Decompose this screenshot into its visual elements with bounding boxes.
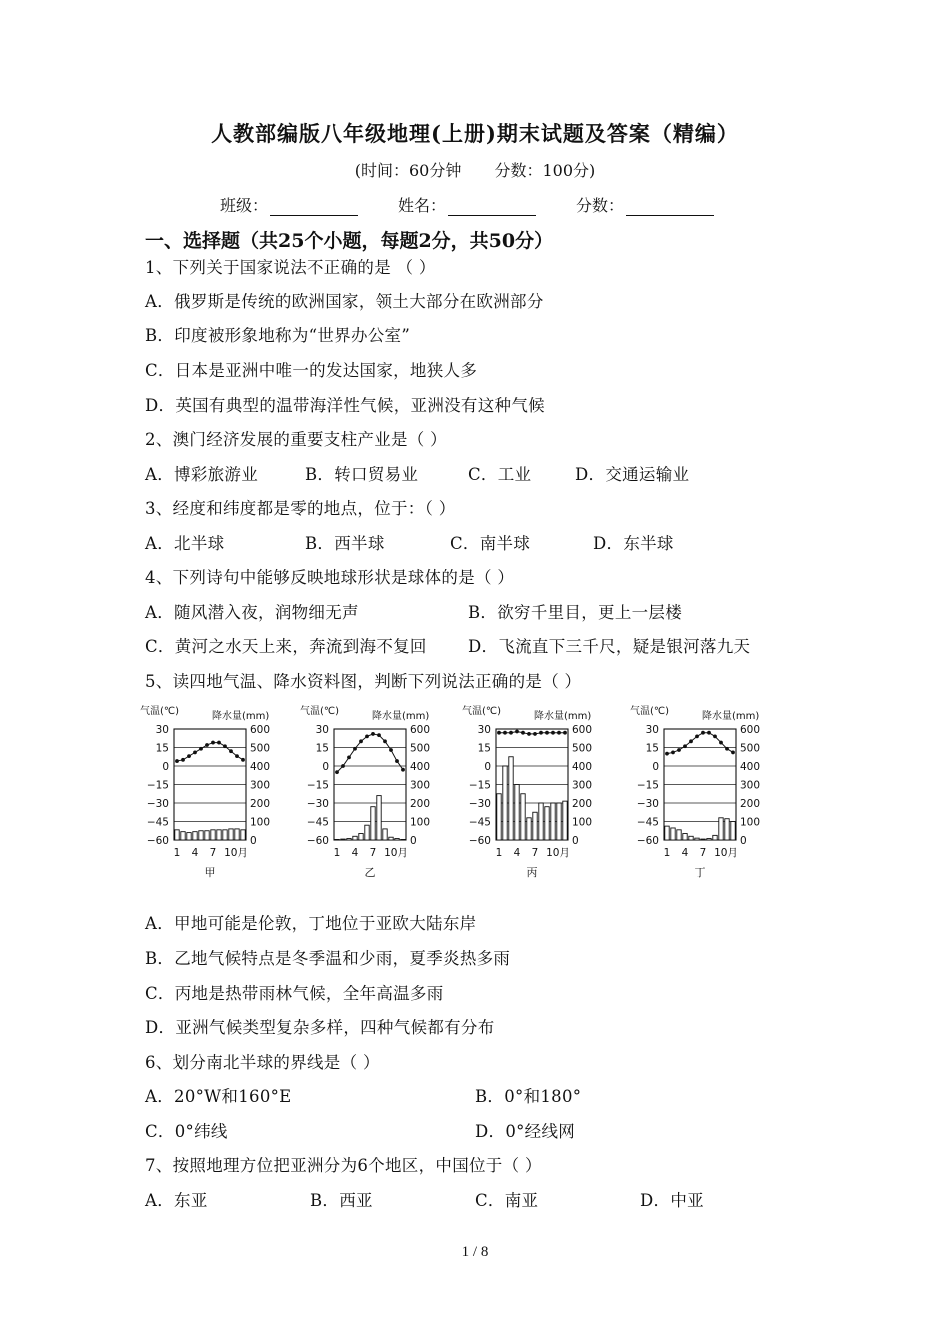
q4-option-b: B．欲穷千里目，更上一层楼 bbox=[468, 603, 683, 622]
q2-option-b: B．转口贸易业 bbox=[305, 465, 419, 484]
precip-tick-label: 200 bbox=[250, 798, 271, 810]
temp-tick-label: −30 bbox=[468, 798, 491, 810]
temp-point bbox=[545, 731, 549, 735]
temp-point bbox=[497, 731, 501, 735]
q7-option-c: C．南亚 bbox=[475, 1191, 539, 1210]
temp-point bbox=[359, 739, 363, 743]
temp-point bbox=[551, 731, 555, 735]
q4-stem: 4、下列诗句中能够反映地球形状是球体的是（ ） bbox=[145, 568, 515, 587]
page-title: 人教部编版八年级地理(上册)期末试题及答案（精编） bbox=[211, 121, 739, 146]
month-tick-label: 10月 bbox=[384, 847, 408, 859]
precip-tick-label: 400 bbox=[250, 761, 271, 773]
temp-point bbox=[695, 735, 699, 739]
temp-point bbox=[683, 744, 687, 748]
temp-tick-label: 15 bbox=[477, 742, 491, 755]
q7-option-b: B．西亚 bbox=[310, 1191, 373, 1210]
temp-tick-label: 0 bbox=[484, 761, 491, 773]
precip-bar bbox=[557, 803, 561, 840]
precip-bar bbox=[223, 830, 227, 840]
precip-bar bbox=[677, 830, 681, 840]
temp-point bbox=[389, 748, 393, 752]
score-field bbox=[576, 193, 714, 216]
temp-point bbox=[371, 732, 375, 736]
precip-tick-label: 400 bbox=[410, 761, 431, 773]
temp-point bbox=[187, 754, 191, 758]
q6-option-c: C．0°纬线 bbox=[145, 1122, 228, 1141]
precip-bar bbox=[401, 839, 405, 840]
climate-chart-1 bbox=[140, 705, 270, 879]
temp-point bbox=[533, 732, 537, 736]
temp-point bbox=[731, 751, 735, 755]
score-blank[interactable] bbox=[626, 197, 714, 216]
precip-bar bbox=[217, 830, 221, 840]
precip-bar bbox=[515, 785, 519, 841]
precip-tick-label: 200 bbox=[740, 798, 761, 810]
q4-option-c: C．黄河之水天上来，奔流到海不复回 bbox=[145, 637, 427, 656]
q5-stem: 5、读四地气温、降水资料图，判断下列说法正确的是（ ） bbox=[145, 672, 582, 691]
precip-tick-label: 300 bbox=[740, 779, 761, 792]
q7-stem: 7、按照地理方位把亚洲分为6个地区，中国位于（ ） bbox=[145, 1156, 542, 1175]
temp-tick-label: −30 bbox=[146, 798, 169, 810]
temp-tick-label: 15 bbox=[645, 742, 659, 755]
temp-point bbox=[353, 747, 357, 751]
temp-tick-label: 30 bbox=[315, 724, 329, 736]
q7-option-d: D．中亚 bbox=[640, 1191, 704, 1210]
temp-point bbox=[677, 748, 681, 752]
temp-line bbox=[499, 731, 565, 733]
q3-options bbox=[145, 530, 785, 554]
precip-bar bbox=[241, 830, 245, 840]
q6-options-cd bbox=[145, 1118, 785, 1142]
temp-axis-title: 气温(℃) bbox=[300, 706, 340, 717]
precip-tick-label: 0 bbox=[410, 835, 417, 847]
q2-option-d: D．交通运输业 bbox=[575, 465, 690, 484]
precip-bar bbox=[545, 807, 549, 840]
month-tick-label: 10月 bbox=[714, 847, 738, 859]
temp-point bbox=[689, 739, 693, 743]
temp-point bbox=[377, 733, 381, 737]
temp-point bbox=[509, 731, 513, 735]
temp-point bbox=[395, 759, 399, 763]
temp-point bbox=[503, 731, 507, 735]
month-tick-label: 1 bbox=[495, 847, 503, 859]
class-label: 班级： bbox=[220, 196, 269, 215]
temp-point bbox=[223, 744, 227, 748]
chart-label: 甲 bbox=[204, 866, 216, 879]
temp-tick-label: −15 bbox=[468, 779, 491, 792]
precip-bar bbox=[175, 830, 179, 840]
precip-tick-label: 500 bbox=[250, 742, 271, 755]
q3-option-c: C．南半球 bbox=[450, 534, 531, 553]
q1-option-d: D．英国有典型的温带海洋性气候，亚洲没有这种气候 bbox=[145, 396, 545, 415]
temp-point bbox=[365, 735, 369, 739]
q4-options-ab bbox=[145, 599, 805, 623]
precip-tick-label: 300 bbox=[410, 779, 431, 792]
temp-tick-label: −45 bbox=[636, 816, 659, 829]
precip-bar bbox=[211, 830, 215, 840]
precip-bar bbox=[365, 825, 369, 840]
name-blank[interactable] bbox=[448, 197, 536, 216]
temp-point bbox=[713, 735, 717, 739]
precip-bar bbox=[521, 794, 525, 840]
q1-option-b: B．印度被形象地称为“世界办公室” bbox=[145, 326, 411, 345]
precip-bar bbox=[341, 839, 345, 840]
precip-axis-title: 降水量(mm) bbox=[534, 711, 592, 722]
precip-bar bbox=[665, 826, 669, 840]
temp-point bbox=[235, 754, 239, 758]
month-tick-label: 4 bbox=[351, 847, 359, 859]
month-tick-label: 10月 bbox=[224, 847, 248, 859]
temp-point bbox=[557, 731, 561, 735]
temp-point bbox=[241, 758, 245, 762]
month-tick-label: 1 bbox=[333, 847, 341, 859]
chart-label: 丙 bbox=[526, 866, 538, 879]
temp-line bbox=[337, 734, 403, 772]
precip-tick-label: 600 bbox=[410, 724, 431, 736]
precip-bar bbox=[713, 835, 717, 840]
precip-axis-title: 降水量(mm) bbox=[372, 711, 430, 722]
precip-bar bbox=[235, 829, 239, 840]
temp-point bbox=[539, 731, 543, 735]
precip-tick-label: 0 bbox=[740, 835, 747, 847]
q2-options bbox=[145, 461, 785, 485]
precip-bar bbox=[229, 829, 233, 840]
month-tick-label: 10月 bbox=[546, 847, 570, 859]
precip-bar bbox=[701, 839, 705, 840]
precip-axis-title: 降水量(mm) bbox=[702, 711, 760, 722]
precip-tick-label: 100 bbox=[410, 816, 431, 829]
temp-tick-label: 30 bbox=[477, 724, 491, 736]
temp-line bbox=[177, 743, 243, 762]
precip-bar bbox=[695, 838, 699, 840]
q5-option-d: D．亚洲气候类型复杂多样，四种气候都有分布 bbox=[145, 1018, 495, 1037]
precip-tick-label: 100 bbox=[572, 816, 593, 829]
temp-tick-label: 15 bbox=[315, 742, 329, 755]
climate-charts bbox=[140, 700, 780, 890]
temp-point bbox=[347, 755, 351, 759]
chart-label: 丁 bbox=[694, 866, 706, 879]
name-field bbox=[398, 193, 536, 216]
temp-point bbox=[527, 732, 531, 736]
chart-label: 乙 bbox=[364, 866, 376, 879]
q5-option-b: B．乙地气候特点是冬季温和少雨，夏季炎热多雨 bbox=[145, 949, 511, 968]
month-tick-label: 1 bbox=[173, 847, 181, 859]
q3-option-a: A．北半球 bbox=[145, 534, 225, 553]
q1-option-c: C．日本是亚洲中唯一的发达国家，地狭人多 bbox=[145, 361, 478, 380]
temp-tick-label: −30 bbox=[306, 798, 329, 810]
q1-stem: 1、下列关于国家说法不正确的是 （ ） bbox=[145, 258, 436, 277]
precip-bar bbox=[725, 819, 729, 840]
q4-options-cd bbox=[145, 633, 805, 657]
q4-option-a: A．随风潜入夜，润物细无声 bbox=[145, 603, 359, 622]
score-info: 分数：100分) bbox=[494, 161, 596, 180]
temp-point bbox=[383, 739, 387, 743]
temp-point bbox=[671, 751, 675, 755]
precip-bar bbox=[707, 839, 711, 840]
q6-options-ab bbox=[145, 1083, 785, 1107]
precip-bar bbox=[199, 831, 203, 840]
precip-bar bbox=[539, 803, 543, 840]
temp-tick-label: 0 bbox=[162, 761, 169, 773]
temp-point bbox=[205, 743, 209, 747]
temp-tick-label: −60 bbox=[146, 835, 169, 847]
precip-tick-label: 300 bbox=[572, 779, 593, 792]
precip-tick-label: 100 bbox=[250, 816, 271, 829]
precip-bar bbox=[497, 794, 501, 840]
precip-bar bbox=[205, 831, 209, 840]
temp-point bbox=[341, 764, 345, 768]
temp-tick-label: −45 bbox=[306, 816, 329, 829]
temp-tick-label: 30 bbox=[155, 724, 169, 736]
q2-option-c: C．工业 bbox=[468, 465, 532, 484]
precip-tick-label: 0 bbox=[250, 835, 257, 847]
temp-tick-label: 0 bbox=[322, 761, 329, 773]
precip-tick-label: 500 bbox=[410, 742, 431, 755]
precip-tick-label: 500 bbox=[740, 742, 761, 755]
precip-bar bbox=[509, 757, 513, 840]
precip-bar bbox=[551, 803, 555, 840]
precip-bar bbox=[395, 839, 399, 840]
q2-stem: 2、澳门经济发展的重要支柱产业是（ ） bbox=[145, 430, 447, 449]
temp-tick-label: −15 bbox=[306, 779, 329, 792]
precip-bar bbox=[371, 807, 375, 840]
precip-tick-label: 200 bbox=[572, 798, 593, 810]
precip-bar bbox=[563, 801, 567, 840]
temp-point bbox=[175, 759, 179, 763]
precip-tick-label: 400 bbox=[740, 761, 761, 773]
temp-axis-title: 气温(℃) bbox=[462, 706, 502, 717]
precip-bar bbox=[389, 837, 393, 840]
temp-axis-title: 气温(℃) bbox=[140, 706, 180, 717]
temp-point bbox=[217, 741, 221, 745]
precip-axis-title: 降水量(mm) bbox=[212, 711, 270, 722]
precip-bar bbox=[359, 834, 363, 840]
time-info: (时间：60分钟 bbox=[354, 161, 462, 180]
climate-chart-4 bbox=[630, 705, 760, 879]
class-field bbox=[220, 193, 358, 216]
q7-option-a: A．东亚 bbox=[145, 1191, 208, 1210]
precip-bar bbox=[187, 833, 191, 840]
precip-tick-label: 600 bbox=[250, 724, 271, 736]
temp-point bbox=[199, 747, 203, 751]
precip-tick-label: 400 bbox=[572, 761, 593, 773]
temp-tick-label: −60 bbox=[636, 835, 659, 847]
temp-tick-label: −15 bbox=[636, 779, 659, 792]
student-info-row bbox=[220, 193, 754, 216]
q5-option-a: A．甲地可能是伦敦，丁地位于亚欧大陆东岸 bbox=[145, 914, 477, 933]
month-tick-label: 4 bbox=[513, 847, 521, 859]
precip-tick-label: 200 bbox=[410, 798, 431, 810]
temp-tick-label: 0 bbox=[652, 761, 659, 773]
month-tick-label: 7 bbox=[369, 847, 377, 859]
temp-point bbox=[707, 731, 711, 735]
temp-tick-label: −45 bbox=[468, 816, 491, 829]
temp-tick-label: −60 bbox=[306, 835, 329, 847]
temp-point bbox=[521, 731, 525, 735]
month-tick-label: 4 bbox=[681, 847, 689, 859]
temp-point bbox=[515, 730, 519, 734]
q3-option-b: B．西半球 bbox=[305, 534, 385, 553]
precip-bar bbox=[671, 828, 675, 840]
temp-line bbox=[667, 733, 733, 754]
precip-bar bbox=[353, 836, 357, 840]
temp-tick-label: 30 bbox=[645, 724, 659, 736]
precip-bar bbox=[527, 818, 531, 840]
temp-point bbox=[181, 758, 185, 762]
temp-point bbox=[665, 752, 669, 756]
precip-bar bbox=[533, 812, 537, 840]
temp-point bbox=[719, 741, 723, 745]
precip-bar bbox=[683, 834, 687, 840]
q6-stem: 6、划分南北半球的界线是（ ） bbox=[145, 1053, 380, 1072]
temp-point bbox=[335, 770, 339, 774]
temp-point bbox=[725, 747, 729, 751]
climate-chart-3 bbox=[462, 705, 592, 879]
q2-option-a: A．博彩旅游业 bbox=[145, 465, 259, 484]
precip-tick-label: 500 bbox=[572, 742, 593, 755]
precip-bar bbox=[335, 839, 339, 840]
class-blank[interactable] bbox=[270, 197, 358, 216]
q6-option-b: B．0°和180° bbox=[475, 1087, 582, 1106]
q6-option-d: D．0°经线网 bbox=[475, 1122, 576, 1141]
precip-bar bbox=[719, 818, 723, 840]
precip-bar bbox=[383, 829, 387, 840]
climate-chart-2 bbox=[300, 705, 430, 879]
temp-point bbox=[193, 751, 197, 755]
month-tick-label: 7 bbox=[209, 847, 217, 859]
page-number: 1 / 8 bbox=[461, 1244, 489, 1260]
q1-option-a: A．俄罗斯是传统的欧洲国家，领土大部分在欧洲部分 bbox=[145, 292, 544, 311]
temp-point bbox=[563, 731, 567, 735]
precip-bar bbox=[503, 766, 507, 840]
month-tick-label: 7 bbox=[699, 847, 707, 859]
name-label: 姓名： bbox=[398, 196, 447, 215]
temp-point bbox=[211, 741, 215, 745]
precip-bar bbox=[193, 832, 197, 840]
precip-bar bbox=[347, 839, 351, 840]
temp-tick-label: −30 bbox=[636, 798, 659, 810]
q7-options bbox=[145, 1187, 785, 1211]
exam-meta bbox=[0, 158, 950, 181]
temp-point bbox=[229, 749, 233, 753]
temp-tick-label: −45 bbox=[146, 816, 169, 829]
precip-tick-label: 0 bbox=[572, 835, 579, 847]
month-tick-label: 4 bbox=[191, 847, 199, 859]
month-tick-label: 1 bbox=[663, 847, 671, 859]
precip-bar bbox=[731, 822, 735, 841]
temp-axis-title: 气温(℃) bbox=[630, 706, 670, 717]
q3-stem: 3、经度和纬度都是零的地点，位于：（ ） bbox=[145, 499, 456, 518]
temp-point bbox=[401, 768, 405, 772]
section-heading: 一、选择题（共25个小题，每题2分，共50分） bbox=[145, 230, 554, 252]
q4-option-d: D．飞流直下三千尺，疑是银河落九天 bbox=[468, 637, 751, 656]
precip-bar bbox=[377, 796, 381, 840]
temp-point bbox=[701, 731, 705, 735]
precip-tick-label: 600 bbox=[572, 724, 593, 736]
q3-option-d: D．东半球 bbox=[593, 534, 674, 553]
q5-option-c: C．丙地是热带雨林气候，全年高温多雨 bbox=[145, 984, 444, 1003]
precip-bar bbox=[181, 832, 185, 840]
temp-tick-label: −15 bbox=[146, 779, 169, 792]
temp-tick-label: 15 bbox=[155, 742, 169, 755]
month-tick-label: 7 bbox=[531, 847, 539, 859]
precip-tick-label: 100 bbox=[740, 816, 761, 829]
precip-bar bbox=[689, 836, 693, 840]
precip-tick-label: 300 bbox=[250, 779, 271, 792]
q6-option-a: A．20°W和160°E bbox=[145, 1087, 292, 1106]
precip-tick-label: 600 bbox=[740, 724, 761, 736]
temp-tick-label: −60 bbox=[468, 835, 491, 847]
score-label: 分数： bbox=[576, 196, 625, 215]
